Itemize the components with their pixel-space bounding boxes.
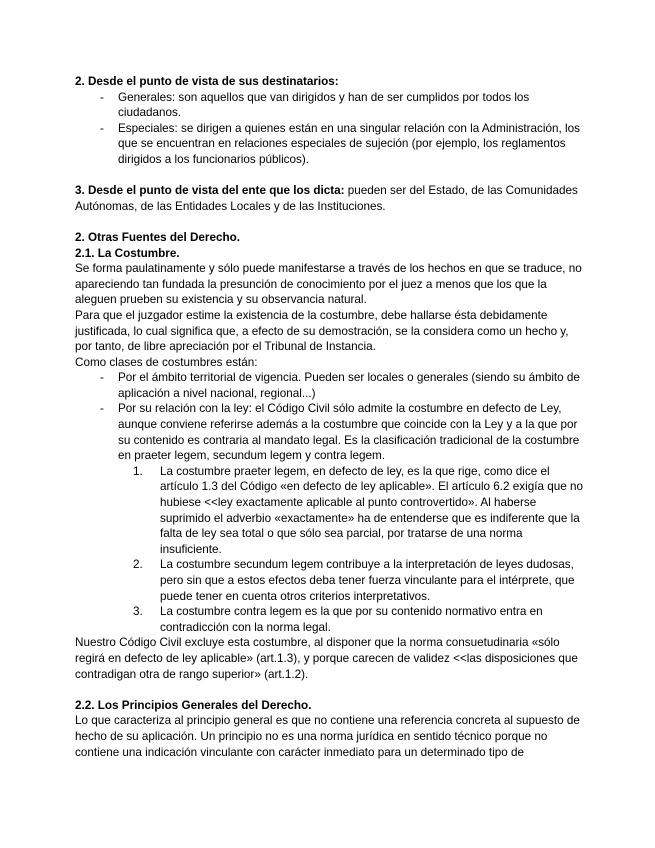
dash-marker: - xyxy=(100,402,104,416)
list-item-text: Por su relación con la ley: el Código Civil sólo admite la costumbre en defecto de Ley, aunque conviene referirse además a la costumbre que coincide con la Ley y a la que por su contenido es contraria al mandato legal. Es la clasificación tradicional de la costumbre en praeter legem, secundum legem y contra legem. xyxy=(118,402,580,463)
heading-principios-generales: 2.2. Los Principios Generales del Derecho. xyxy=(75,698,312,712)
paragraph-ente-dicta xyxy=(75,183,587,214)
list-item-text: Especiales: se dirigen a quienes están en una singular relación con la Administración, los que se encuentran en relaciones especiales de sujeción (por ejemplo, los reglamentos dirigidos a los funcionarios públicos). xyxy=(118,121,580,166)
document-content xyxy=(75,74,587,760)
paragraph-codigo-civil: Nuestro Código Civil excluye esta costumbre, al disponer que la norma consuetudinaria «sólo regirá en defecto de ley aplicable» (art.1.3), y porque carecen de validez <<las disposiciones que contradigan otra de rango superior» (art.1.2). xyxy=(75,636,578,681)
destinatarios-list xyxy=(75,90,587,168)
paragraph-costumbre-2: Para que el juzgador estime la existencia de la costumbre, debe hallarse ésta debidamente justificada, lo cual significa que, a efecto de su demostración, se la considera como un hecho y, por tanto, de libre apreciación por el Tribunal de Instancia. xyxy=(75,308,569,354)
dash-marker: - xyxy=(100,371,104,385)
list-item xyxy=(100,90,587,121)
list-item xyxy=(133,557,587,604)
paragraph-lead: 3. Desde el punto de vista del ente que los dicta: xyxy=(75,184,345,198)
heading-otras-fuentes: 2. Otras Fuentes del Derecho. xyxy=(75,230,240,244)
heading-destinatarios: 2. Desde el punto de vista de sus destinatarios: xyxy=(75,75,339,88)
tipos-costumbre-list xyxy=(75,464,587,636)
list-item-text: Por el ámbito territorial de vigencia. Pueden ser locales o generales (siendo su ámbito de aplicación a nivel nacional, regional...) xyxy=(118,371,580,400)
list-item-text: La costumbre contra legem es la que por su contenido normativo entra en contradicción con la norma legal. xyxy=(160,605,543,634)
paragraph-rest: pueden ser del Estado, de las Comunidades Autónomas, de las Entidades Locales y de las Instituciones. xyxy=(75,184,578,213)
heading-costumbre: 2.1. La Costumbre. xyxy=(75,246,180,260)
number-marker: 1. xyxy=(133,464,143,478)
paragraph-costumbre-1: Se forma paulatinamente y sólo puede manifestarse a través de los hechos en que se traduce, no apareciendo tan fundada la presunción de conocimiento por el juez a menos que los que la aleguen prueben su existencia y su observancia natural. xyxy=(75,262,582,307)
list-item-text: Generales: son aquellos que van dirigidos y han de ser cumplidos por todos los ciudadanos. xyxy=(118,90,530,120)
paragraph-clases-intro: Como clases de costumbres están: xyxy=(75,355,258,369)
list-item-text: La costumbre praeter legem, en defecto de ley, es la que rige, como dice el artículo 1.3 del Código «en defecto de ley aplicable». El artículo 6.2 exigía que no hubiese <<ley exactamente aplicable al punto controvertido». Al haberse suprimido el adverbio «exactamente» ha de entenderse que es indiferente que la falta de ley sea total o que sólo sea parcial, por tratarse de una norma insuficiente. xyxy=(160,464,583,556)
paragraph-principios: Lo que caracteriza al principio general es que no contiene una referencia concreta al supuesto de hecho de su aplicación. Un principio no es una norma jurídica en sentido técnico porque no contiene una indicación vinculante con carácter inmediato para un determinado tipo de xyxy=(75,714,580,759)
list-item xyxy=(100,370,587,401)
dash-marker: - xyxy=(100,121,104,135)
list-item xyxy=(133,464,587,558)
clases-costumbres-list xyxy=(75,370,587,464)
list-item xyxy=(133,604,587,635)
dash-marker: - xyxy=(100,90,104,104)
number-marker: 3. xyxy=(133,605,143,619)
number-marker: 2. xyxy=(133,558,143,572)
list-item xyxy=(100,121,587,168)
list-item xyxy=(100,401,587,463)
list-item-text: La costumbre secundum legem contribuye a la interpretación de leyes dudosas, pero sin que a estos efectos deba tener fuerza vinculante para el intérprete, que puede tener en cuenta otros criterios interpretativos. xyxy=(160,558,575,603)
